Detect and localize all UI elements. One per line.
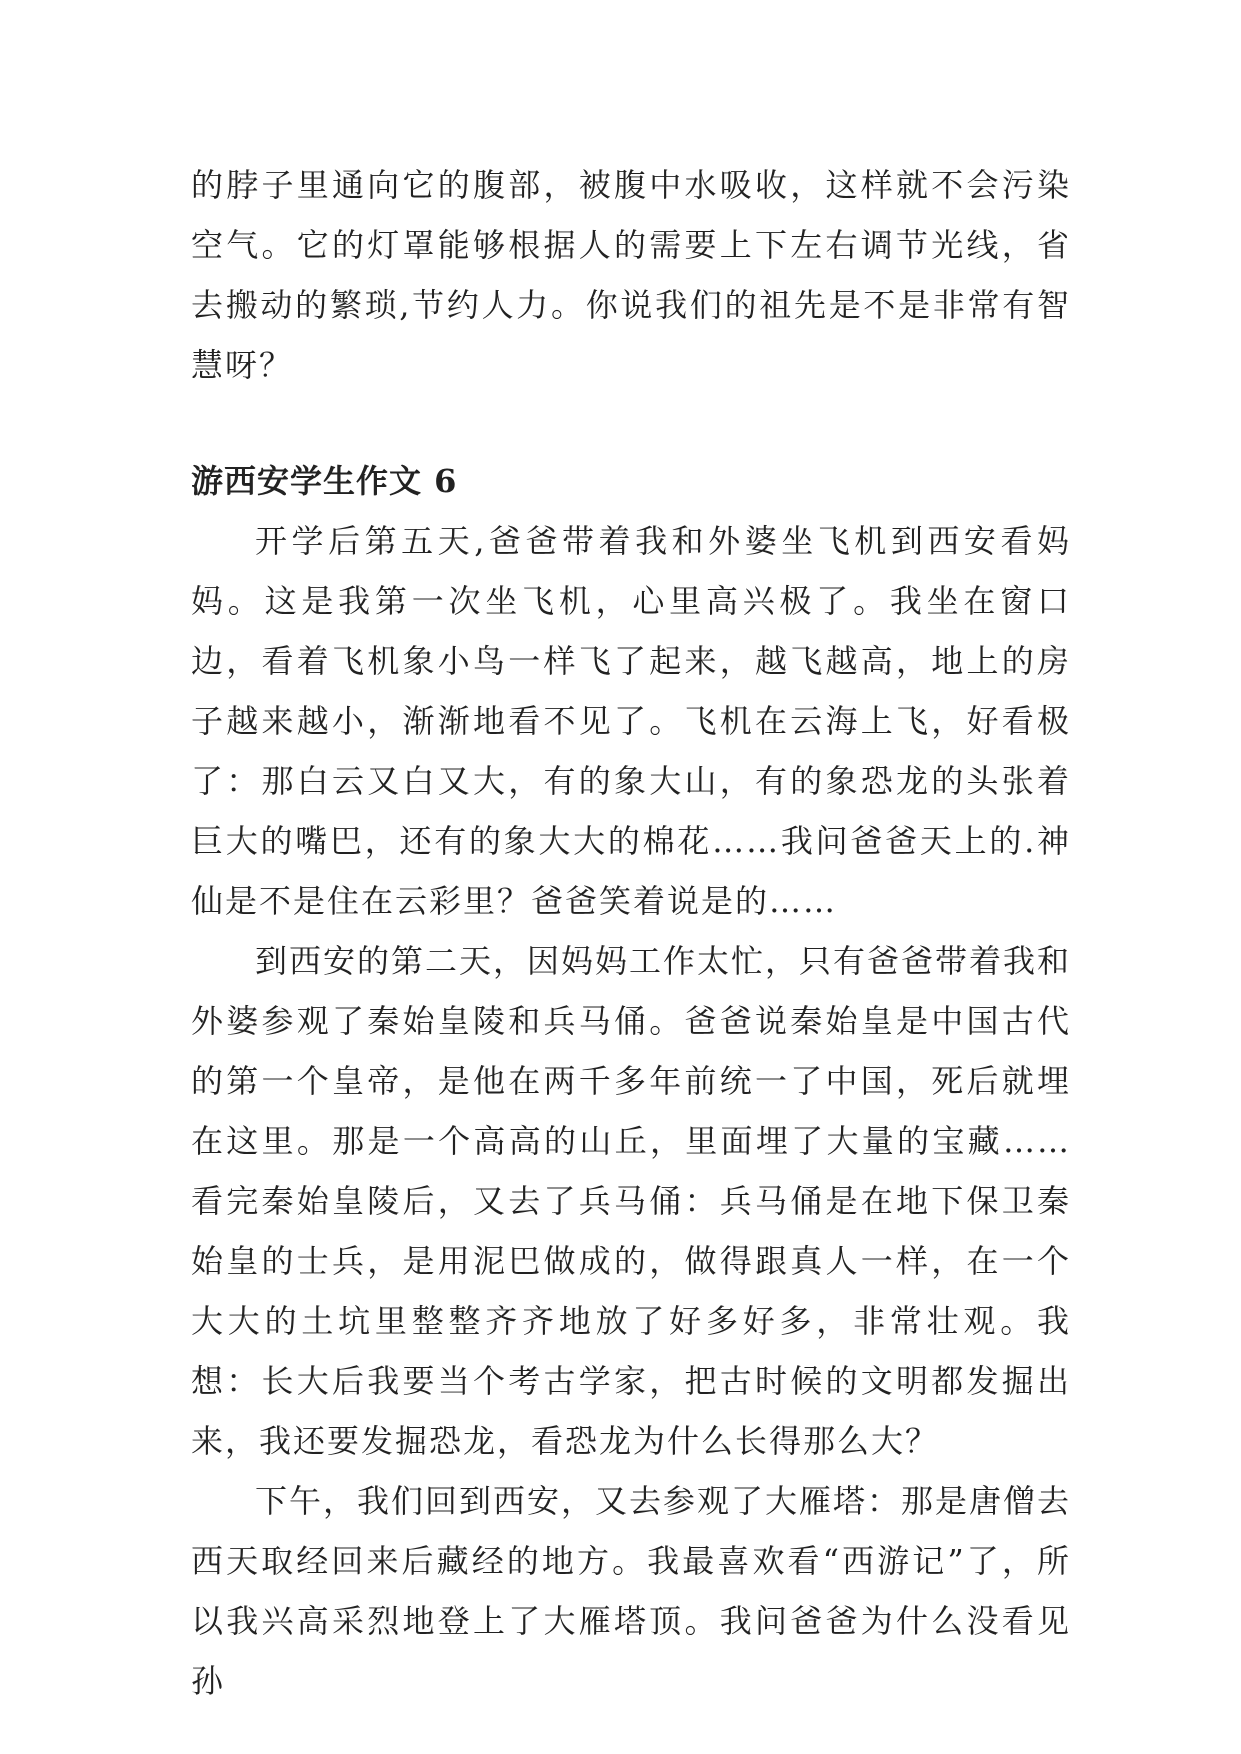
document-body: [191, 155, 1071, 1711]
paragraph-pagoda: 下午，我们回到西安，又去参观了大雁塔：那是唐僧去西天取经回来后藏经的地方。我最喜欢看“西游记”了，所以我兴高采烈地登上了大雁塔顶。我问爸爸为什么没看见孙: [191, 1482, 1072, 1700]
paragraph-terracotta: 到西安的第二天，因妈妈工作太忙，只有爸爸带着我和外婆参观了秦始皇陵和兵马俑。爸爸说秦始皇是中国古代的第一个皇帝，是他在两千多年前统一了中国，死后就埋在这里。那是一个高高的山丘，里面埋了大量的宝藏……看完秦始皇陵后，又去了兵马俑：兵马俑是在地下保卫秦始皇的士兵，是用泥巴做成的，做得跟真人一样，在一个大大的土坑里整整齐齐地放了好多好多，非常壮观。我想：长大后我要当个考古学家，把古时候的文明都发掘出来，我还要发掘恐龙，看恐龙为什么长得那么大？: [191, 942, 1072, 1460]
section-spacer: [191, 395, 1071, 451]
paragraph-flight: 开学后第五天,爸爸带着我和外婆坐飞机到西安看妈妈。这是我第一次坐飞机，心里高兴极了。我坐在窗口边，看着飞机象小鸟一样飞了起来，越飞越高，地上的房子越来越小，渐渐地看不见了。飞机在云海上飞，好看极了：那白云又白又大，有的象大山，有的象恐龙的头张着巨大的嘴巴，还有的象大大的棉花……我问爸爸天上的.神仙是不是住在云彩里？爸爸笑着说是的……: [191, 522, 1071, 920]
intro-paragraph: 的脖子里通向它的腹部，被腹中水吸收，这样就不会污染空气。它的灯罩能够根据人的需要上下左右调节光线，省去搬动的繁琐,节约人力。你说我们的祖先是不是非常有智慧呀？: [191, 166, 1071, 384]
section-heading: 游西安学生作文 6: [191, 462, 458, 500]
